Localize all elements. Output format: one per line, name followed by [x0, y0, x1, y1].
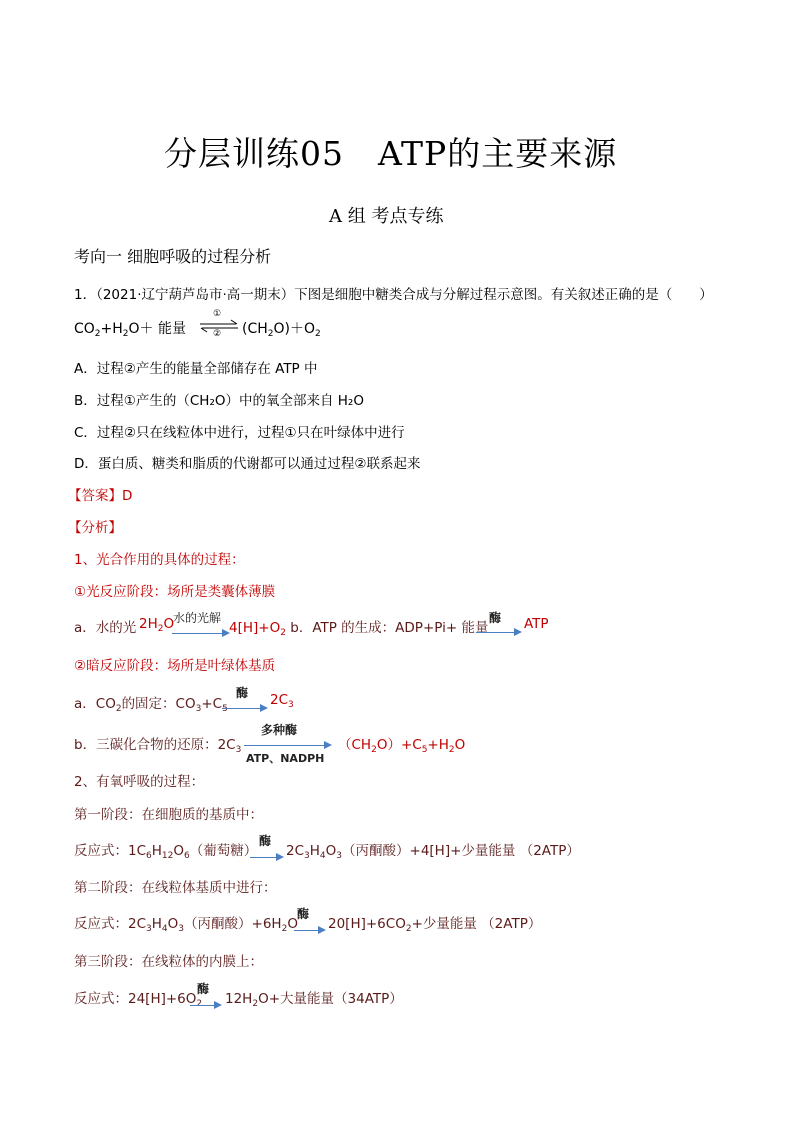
arrow-icon: [476, 632, 520, 633]
analysis-p3: [74, 616, 136, 636]
arrow-icon: [294, 930, 324, 931]
arrow-icon: [172, 633, 228, 634]
option-d: D．蛋白质、糖类和脂质的代谢都可以通过过程②联系起来: [74, 456, 421, 472]
p9b: H: [151, 843, 162, 859]
p3c2: b．ATP 的生成：ADP+Pi+ 能量: [285, 620, 489, 636]
p13c: O+大量能量（34ATP）: [258, 991, 403, 1007]
p9a: 反应式：1C: [74, 843, 147, 859]
p6b4: O: [454, 737, 466, 753]
analysis-p5: a．$CO_2$的固定：$CO_3+C_5$: [74, 696, 228, 714]
section-heading: 考向一 细胞呼吸的过程分析: [74, 247, 272, 266]
p5-product: $2C_3$: [270, 692, 294, 710]
question-stem: 1．（2021·辽宁葫芦岛市·高一期末）下图是细胞中糖类合成与分解过程示意图。有关叙述正确的是（ ）: [74, 287, 713, 303]
p3-arrow-label: 水的光解: [173, 611, 222, 625]
p6-top-label: 多种酶: [261, 723, 298, 737]
equation-left3: O＋ 能量: [128, 321, 187, 337]
p6b2: O）+C: [376, 737, 422, 753]
p11c: O: [167, 916, 179, 932]
analysis-p4: ②暗反应阶段：场所是叶绿体基质: [74, 658, 276, 674]
p6-products: $(CH_2O)+C_5+H_2O$: [338, 737, 466, 755]
equation-right: $(CH_2O)+O_2$: [242, 321, 321, 339]
p11d: （丙酮酸）+6H: [184, 916, 282, 932]
p13a: 反应式：24[H]+6O: [74, 991, 197, 1007]
p9f: H: [309, 843, 320, 859]
arrow-icon: [250, 857, 282, 858]
arrow-icon: [190, 1005, 220, 1006]
p11b: H: [151, 916, 162, 932]
p6b: （CH: [338, 737, 372, 753]
p11f: 20[H]+6CO: [328, 916, 406, 932]
p9-enzyme-label: 酶: [259, 834, 272, 848]
p11g: +少量能量 （2ATP）: [411, 916, 542, 932]
analysis-p11: 反应式：$2C_3H_4O_3$（丙酮酸）$+6H_2O$: [74, 916, 298, 934]
p9d: （葡萄糖）: [189, 843, 258, 859]
p11-products: $20[H]+6CO_2+$少量能量 （2ATP）: [328, 916, 542, 934]
p6b3: +H: [427, 737, 449, 753]
p9h: （丙酮酸）+4[H]+少量能量 （2ATP）: [342, 843, 580, 859]
group-heading: A 组 考点专练: [329, 206, 444, 227]
p5c: +C: [201, 696, 223, 712]
p13b: 12H: [225, 991, 253, 1007]
p9e: 2C: [286, 843, 305, 859]
analysis-p9: 反应式：$1C_6H_{12}O_6$（葡萄糖）: [74, 843, 258, 861]
page-title: 分层训练05 ATP的主要来源: [164, 134, 618, 173]
option-b: B．过程①产生的（CH₂O）中的氧全部来自 H₂O: [74, 393, 364, 409]
p5d: 2C: [270, 692, 289, 708]
equilibrium-arrow: [198, 309, 240, 339]
p13-products: $12H_2O+$大量能量（34ATP）: [225, 991, 403, 1009]
p9c: O: [173, 843, 184, 859]
p3-atp: ATP: [524, 616, 549, 632]
option-c: C．过程②只在线粒体中进行，过程①只在叶绿体中进行: [74, 425, 405, 441]
equation-right-a: (CH: [242, 321, 268, 337]
analysis-p6: b．三碳化合物的还原：$2C_3$: [74, 737, 242, 755]
equation-left: CO: [74, 321, 95, 337]
answer-label: 【答案】D: [68, 488, 133, 504]
p3b2: O: [163, 616, 175, 632]
p5-enzyme-label: 酶: [236, 686, 249, 700]
analysis-p7: 2、有氧呼吸的过程：: [74, 774, 205, 790]
p11-enzyme-label: 酶: [297, 907, 310, 921]
analysis-p13: 反应式：$24[H]+6O_2$: [74, 991, 203, 1009]
analysis-p10: 第二阶段：在线粒体基质中进行：: [74, 880, 277, 896]
analysis-p1: 1、光合作用的具体的过程：: [74, 552, 245, 568]
arrow-icon: [244, 745, 330, 746]
p3-water: $2H_2O$: [139, 616, 175, 634]
p11e: O: [287, 916, 298, 932]
analysis-p12: 第三阶段：在线粒体的内膜上：: [74, 954, 263, 970]
p9g: O: [325, 843, 337, 859]
p11a: 反应式：2C: [74, 916, 147, 932]
p5a: a．CO: [74, 696, 116, 712]
p3c: 4[H]+O: [229, 620, 281, 636]
analysis-p2: ①光反应阶段：场所是类囊体薄膜: [74, 584, 276, 600]
arrow-top-label: ①: [213, 309, 222, 319]
equation-right-b: O)＋O: [273, 321, 316, 337]
p6-bottom-label: ATP、NADPH: [246, 752, 325, 765]
p6a: b．三碳化合物的还原：2C: [74, 737, 236, 753]
p9-products: $2C_3H_4O_3$（丙酮酸）+4[H]+少量能量 （2ATP）: [286, 843, 580, 861]
p3-enzyme-label: 酶: [489, 611, 502, 625]
p5b: 的固定：CO: [121, 696, 196, 712]
analysis-p8: 第一阶段：在细胞质的基质中：: [74, 807, 263, 823]
arrow-bottom-label: ②: [213, 329, 222, 339]
p13-enzyme-label: 酶: [197, 982, 210, 996]
analysis-label: 【分析】: [68, 520, 122, 536]
option-a: A．过程②产生的能量全部储存在 ATP 中: [74, 361, 318, 377]
arrow-icon: [222, 708, 266, 709]
p3a: a．水的光: [74, 620, 137, 636]
question-equation: $CO_2+H_2O+$ 能量: [74, 321, 187, 339]
p3-products: $4[H]+O_2$ b．ATP 的生成：ADP+Pi+ 能量: [229, 620, 489, 638]
equation-left2: +H: [100, 321, 123, 337]
p3b: 2H: [139, 616, 158, 632]
